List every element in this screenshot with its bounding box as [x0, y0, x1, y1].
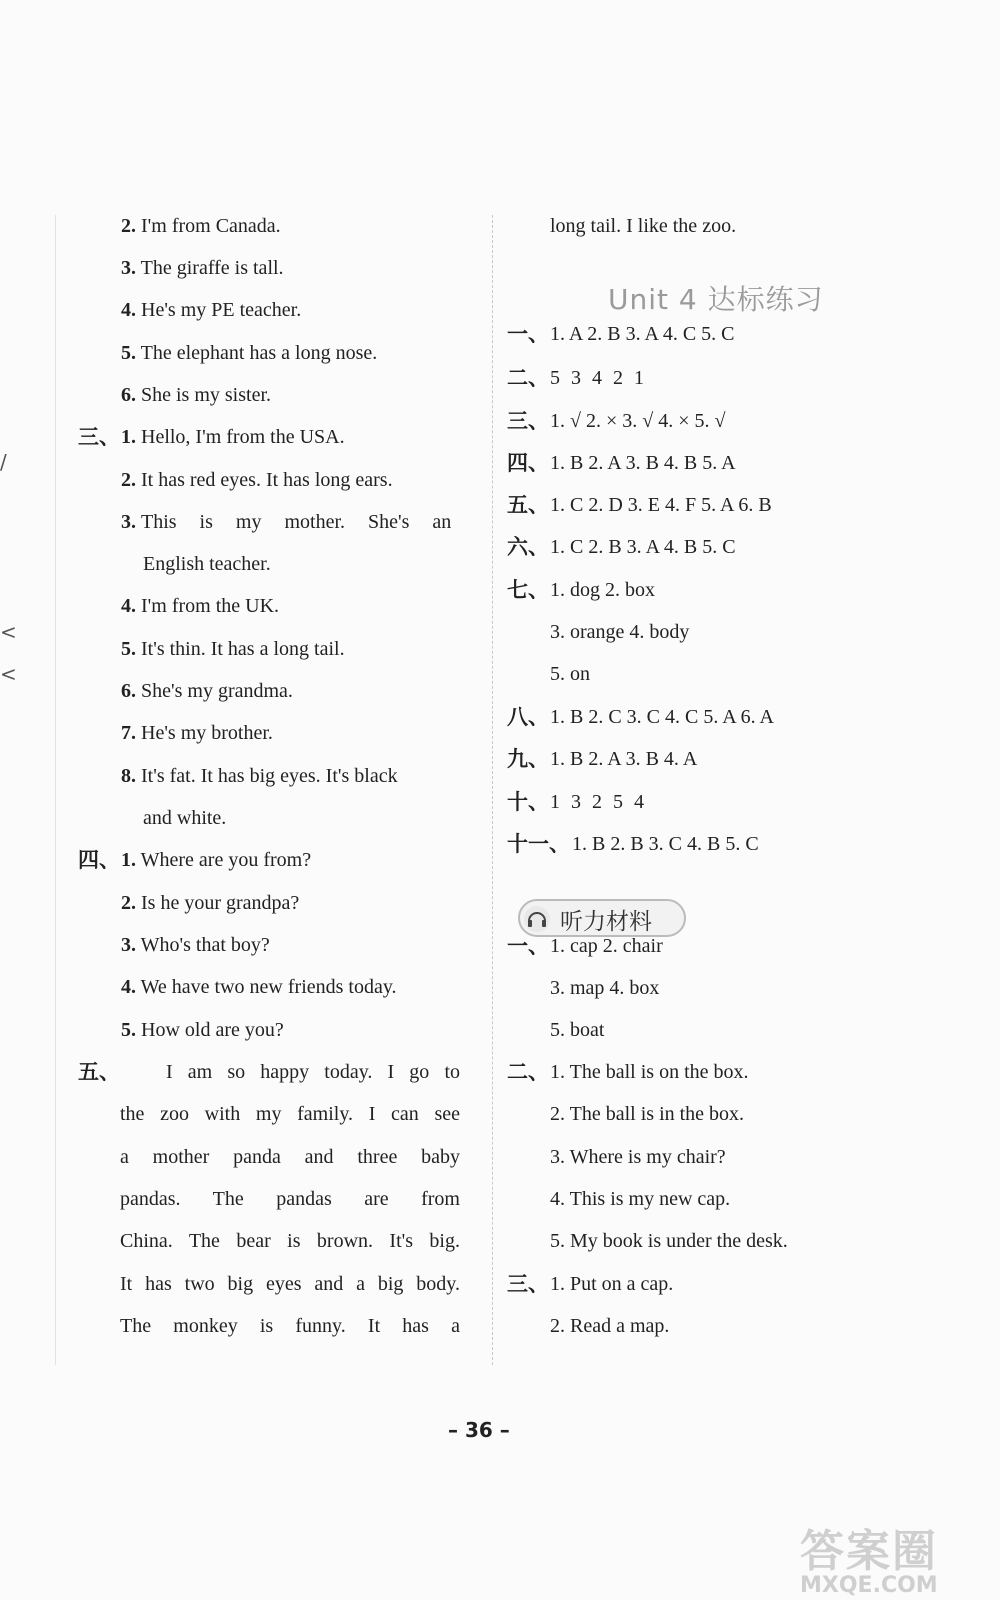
answer-row: 1. B 2. B 3. C 4. B 5. C	[572, 833, 759, 855]
section-label: 一、	[507, 322, 549, 346]
listening-title: 听力材料	[560, 909, 652, 935]
watermark	[800, 1515, 975, 1598]
section-label: 十、	[507, 790, 549, 814]
listening-row: 3. Where is my chair?	[550, 1146, 726, 1168]
list-item: 3. Who's that boy?	[121, 934, 270, 956]
passage-line: The monkey is funny. It has a	[120, 1315, 460, 1337]
list-item: 6. She is my sister.	[121, 384, 272, 406]
list-item: 4. I'm from the UK.	[121, 595, 280, 617]
listening-row: 1. Put on a cap.	[550, 1273, 674, 1295]
answer-row: 1. C 2. B 3. A 4. B 5. C	[550, 536, 736, 558]
passage-line: pandas. The pandas are from	[120, 1188, 460, 1210]
left-margin-rule	[55, 215, 56, 1365]
column-divider	[492, 215, 493, 1365]
passage-line: It has two big eyes and a big body.	[120, 1273, 460, 1295]
list-item: 4. He's my PE teacher.	[121, 299, 302, 321]
list-item: 2. I'm from Canada.	[121, 215, 281, 237]
section-label: 五、	[507, 493, 549, 517]
list-item: English teacher.	[143, 553, 271, 575]
section-label: 三、	[507, 1272, 549, 1296]
margin-mark: /	[0, 450, 7, 474]
list-item: 1. Hello, I'm from the USA.	[121, 426, 345, 448]
section-label: 三、	[78, 425, 120, 449]
answer-row: 1. B 2. C 3. C 4. C 5. A 6. A	[550, 706, 774, 728]
answer-row: 5. on	[550, 663, 590, 685]
section-label: 七、	[507, 578, 549, 602]
section-label: 二、	[507, 366, 549, 390]
unit-title: Unit 4 达标练习	[608, 283, 824, 316]
listening-row: 5. boat	[550, 1019, 605, 1041]
listening-row: 1. cap 2. chair	[550, 935, 663, 957]
page-number: – 36 –	[448, 1418, 510, 1442]
answer-row: 1. B 2. A 3. B 4. B 5. A	[550, 452, 736, 474]
list-item: 3. The giraffe is tall.	[121, 257, 284, 279]
list-item: 5. How old are you?	[121, 1019, 284, 1041]
list-item: 1. Where are you from?	[121, 849, 312, 871]
list-item: 6. She's my grandma.	[121, 680, 293, 702]
answer-row: 1. C 2. D 3. E 4. F 5. A 6. B	[550, 494, 772, 516]
list-item: 2. Is he your grandpa?	[121, 892, 300, 914]
list-item: 4. We have two new friends today.	[121, 976, 397, 998]
list-item: 7. He's my brother.	[121, 722, 273, 744]
list-item: 2. It has red eyes. It has long ears.	[121, 469, 393, 491]
answer-row: 1. dog 2. box	[550, 579, 655, 601]
section-label: 十一、	[507, 832, 570, 856]
list-item: and white.	[143, 807, 227, 829]
section-label: 六、	[507, 535, 549, 559]
list-item: 5. It's thin. It has a long tail.	[121, 638, 345, 660]
answer-row: 1. B 2. A 3. B 4. A	[550, 748, 698, 770]
listening-row: 2. The ball is in the box.	[550, 1103, 745, 1125]
passage-line: a mother panda and three baby	[120, 1146, 460, 1168]
section-label: 三、	[507, 409, 549, 433]
answer-row: 1. √ 2. × 3. √ 4. × 5. √	[550, 410, 726, 432]
listening-row: 4. This is my new cap.	[550, 1188, 731, 1210]
answer-row: 5 3 4 2 1	[550, 367, 644, 389]
list-item: 5. The elephant has a long nose.	[121, 342, 378, 364]
passage-line: I am so happy today. I go to	[166, 1061, 460, 1083]
section-label: 四、	[78, 848, 120, 872]
list-item: 3. This is my mother. She's an	[121, 511, 452, 533]
list-item: 8. It's fat. It has big eyes. It's black	[121, 765, 398, 787]
section-label: 二、	[507, 1060, 549, 1084]
watermark-url: MXQE.COM	[800, 1573, 938, 1598]
passage-line: the zoo with my family. I can see	[120, 1103, 460, 1125]
section-label: 五、	[78, 1060, 120, 1084]
section-label: 八、	[507, 705, 549, 729]
section-label: 一、	[507, 934, 549, 958]
watermark-text: 答案圈	[800, 1526, 938, 1577]
margin-mark: <	[0, 662, 17, 686]
answer-row: 1. A 2. B 3. A 4. C 5. C	[550, 323, 735, 345]
listening-row: 2. Read a map.	[550, 1315, 670, 1337]
passage-continuation: long tail. I like the zoo.	[550, 215, 737, 237]
section-label: 九、	[507, 747, 549, 771]
listening-row: 1. The ball is on the box.	[550, 1061, 749, 1083]
margin-mark: <	[0, 620, 17, 644]
section-label: 四、	[507, 451, 549, 475]
listening-row: 3. map 4. box	[550, 977, 660, 999]
headphones-icon	[524, 906, 550, 932]
answer-row: 3. orange 4. body	[550, 621, 690, 643]
listening-row: 5. My book is under the desk.	[550, 1230, 788, 1252]
answer-row: 1 3 2 5 4	[550, 791, 644, 813]
passage-line: China. The bear is brown. It's big.	[120, 1230, 460, 1252]
